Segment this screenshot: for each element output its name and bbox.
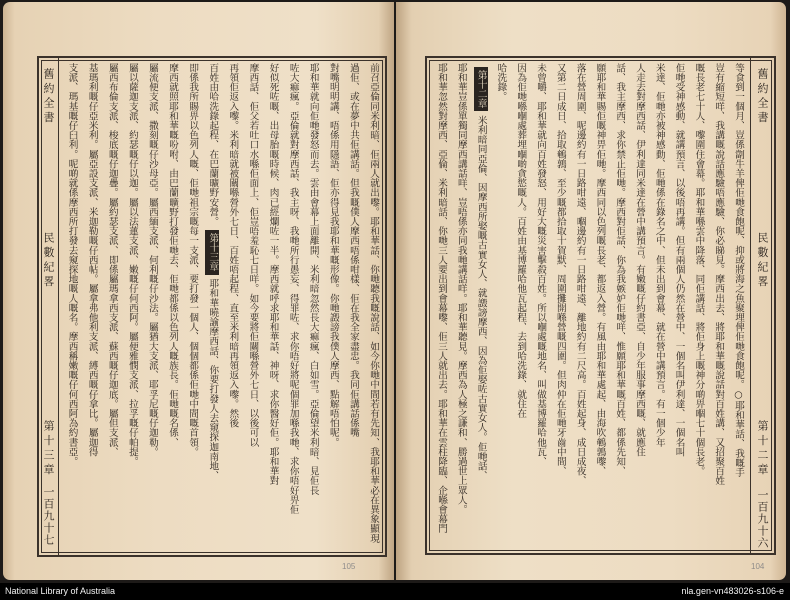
verse-text: 未曾嚼、耶和華就向百姓發怒、用好大嘅災害擊殺百姓。所以嗰處嘅地名、叫做基博羅哈他瓦、	[535, 63, 547, 467]
text-column	[510, 63, 530, 549]
verse-text: 落在營周圍、呢邊約有一日路咁遠、嗰邊約有一日路咁遠、離地約有二尺高。百姓起身、成日成夜、	[574, 63, 586, 486]
verse-text: 對嘴明明講、唔係用隱語、佢亦得見我耶和華嘅形像。你哋譭謗我僕人摩西、點解唔怕呢。	[327, 63, 339, 447]
verse-text: 支派、瑪基嘅仔臼利。呢啲就係摩西所打發去窺探地嘅人嘅名。摩西稱嫩嘅仔何西阿為約書亞。	[66, 63, 78, 467]
text-column	[708, 63, 728, 549]
left-header-separator	[58, 58, 59, 555]
text-column	[451, 63, 471, 549]
verse-text: 耶和華豈係單獨同摩西講話咩、豈唔係亦同我哋講話咩。耶和華聽見。摩西為人極之謙和、勝過世上眾人。	[455, 63, 467, 515]
verse-text: 願耶和華賜佢嘅神畀佢哋。摩西同以色列嘅長老、都返入營。有風由耶和華處起、由海吹鵪鶉嚟、	[594, 63, 606, 476]
text-column	[570, 63, 590, 549]
text-column	[363, 63, 383, 551]
verse-text: 耶和華忽然對摩西、亞倫、米利暗話、你哋三人要出到會幕嚟、佢三人就出去。耶和華在雲柱降臨、企喺會幕門	[436, 63, 448, 534]
text-column	[431, 63, 451, 549]
verse-text: 前召亞倫同米利暗、佢兩人就出嚟。耶和華話、你哋聽我嘅說話、如今你哋中間若有先知、我耶和華必在異象顯現	[368, 63, 379, 543]
left-running-head-title: 民數紀畧	[42, 232, 55, 290]
text-column	[343, 63, 363, 551]
text-column	[182, 63, 202, 551]
verse-text: 好似死咗嘅、出母胎嘅時候、肉已經爛咗一半。摩西就呼求耶和華話、神呀、求你醫好佢。耶和華對	[267, 63, 279, 486]
right-running-head-book: 舊約全書	[756, 68, 769, 126]
verse-text: 又第二日成日、拾取鵪鶉、至少嘅都拾取十賀默、周圍攤開喺營嘅四圍。但肉仲在佢哋牙齒中間、	[554, 63, 566, 476]
verse-text: 再領佢返入嚟。米利暗就被關喺營外七日、百姓唔起程、直至米利暗再領返入嚟。然後	[227, 63, 239, 428]
left-page-number: 一百九十七	[42, 486, 55, 546]
text-column	[530, 63, 550, 549]
verse-text: 即係我所賜畀以色列人嘅、佢哋祖宗嘅每一支派、要打發一個人、個個都係佢哋中間嘅首領。	[187, 63, 199, 457]
text-column	[242, 63, 262, 551]
text-column	[262, 63, 282, 551]
verse-text: 嘅長老七十人、嚟圍住會幕。耶和華喺雲中降落、同佢講話、將佢身上嘅神分啲畀嗰七十個長老。	[693, 63, 705, 476]
text-column	[689, 63, 709, 549]
verse-text: 過佢、或在夢中共佢講話。但我嘅僕人摩西唔係咁樣、佢在我全家盡忠。我同佢講話係嘴	[347, 63, 359, 438]
right-header-separator	[750, 58, 751, 553]
text-column	[162, 63, 182, 551]
verse-text: 百姓由哈洗錄起程、在巴蘭曠野安營。	[207, 63, 219, 227]
text-column	[491, 63, 511, 549]
text-column	[222, 63, 242, 551]
chapter-heading: 第十二章	[474, 67, 488, 111]
right-running-head-title: 民數紀畧	[756, 232, 769, 290]
right-page-text	[431, 63, 748, 549]
text-column	[323, 63, 343, 551]
left-pencil-folio: 105	[342, 562, 356, 571]
right-page-number: 一百九十六	[756, 489, 769, 549]
viewer-footer-bar	[0, 583, 790, 600]
verse-text: 基瑪利嘅仔亞米利。屬亞設支派、米迦勒嘅仔西帖。屬拿弗他利支派、縛西嘅仔拿比。屬迦得	[86, 63, 98, 457]
text-column	[728, 63, 748, 549]
verse-text: 話、我主摩西、求你禁止佢哋。摩西對佢話、你為我嫉妒佢哋咩、惟願耶和華嘅百姓、都係先知、	[614, 63, 626, 476]
left-running-head-book: 舊約全書	[42, 68, 55, 126]
verse-text: 豈有縮短咩、我講嘅說話應驗唔應驗、你必睇見。摩西出去、將耶和華嘅說話對百姓講、又招聚百姓	[713, 63, 725, 486]
verse-text: 摩西就照耶和華嘅吩咐、由巴蘭曠野打發佢哋去、佢哋都係以色列人嘅族長。佢哋嘅名係、	[167, 63, 179, 447]
institution-label: National Library of Australia	[5, 586, 116, 596]
verse-text: 耶和華曉諭摩西話、你要打發人去窺探迦南地、	[207, 278, 219, 481]
item-identifier: nla.gen-vn483026-s106-e	[681, 586, 784, 596]
left-page-text	[61, 63, 383, 551]
text-column	[202, 63, 222, 551]
text-column	[609, 63, 629, 549]
verse-text: 屬西布倫支派、梭底嘅仔迦疊。屬約瑟支派、即係屬瑪拿西支派、蘇西嘅仔迦底。屬但支派、	[106, 63, 118, 457]
verse-text: 等食到一個月、豈係劏牛羊俾佢哋食飽呢、抑或將海之魚聚埋俾佢哋食飽呢。○耶和華話、我嘅手	[733, 63, 744, 478]
text-column	[142, 63, 162, 551]
left-running-head-chapter: 第十三章	[42, 420, 55, 478]
verse-text: 耶和華就向佢哋發怒而去。雲由會幕上面離開、米利暗忽然長大痲瘋、白如雪。亞倫望米利暗、見佢長	[307, 63, 319, 495]
verse-text: 米達、佢哋亦被神感動、佢哋係在錄名之中、但未出到會幕、就在營中講預言。有一個少年	[653, 63, 665, 447]
text-column	[303, 63, 323, 551]
verse-text: 因為佢哋喺嗰處葬埋嗰啲貪慾嘅人。百姓由基博羅哈他瓦起程、去到哈洗錄、就住在	[515, 63, 527, 419]
verse-text: 咗大痲瘋。亞倫就對摩西話、我主呀、我哋所行愚妄、得罪咗、求你唔好將呢個罪加喺我哋、求你唔好畀佢	[287, 63, 299, 515]
verse-text: 摩西話、佢父若吐口水喺佢面上、佢豈唔羞恥七日咩。如今要將佢關喺營外七日、以後可以	[247, 63, 259, 447]
right-running-head-chapter: 第十二章	[756, 420, 769, 478]
verse-text: 哈洗錄。	[495, 63, 507, 102]
verse-text: 米利暗同亞倫、因摩西所娶嘅古實女人、就譭謗摩西、因為佢娶咗古實女人。佢哋話、	[475, 115, 487, 481]
text-column	[122, 63, 142, 551]
verse-text: 屬以薩迦支派、約瑟嘅仔以迦。屬以法蓮支派、嫩嘅仔何西阿。屬便雅憫支派、拉孚嘅仔帕提。	[126, 63, 138, 467]
text-column	[629, 63, 649, 549]
text-column	[283, 63, 303, 551]
text-column	[590, 63, 610, 549]
right-pencil-folio: 104	[751, 562, 765, 571]
chapter-heading: 第十三章	[205, 230, 219, 274]
verse-text: 佢哋受神感動、就講預言、以後唔再講。但有兩個人仍然在營中、一個名叫伊利達、一個名叫	[673, 63, 685, 457]
text-column	[82, 63, 102, 551]
text-column	[102, 63, 122, 551]
verse-text: 屬流便支派、撒刻嘅仔沙母亞。屬西緬支派、何利嘅仔沙法。屬猶大支派、耶孚尼嘅仔迦勒。	[146, 63, 158, 457]
text-column	[649, 63, 669, 549]
text-column	[62, 63, 82, 551]
text-column	[669, 63, 689, 549]
text-column	[550, 63, 570, 549]
text-column	[471, 63, 491, 549]
verse-text: 人走去對摩西話、伊利達同米達在營中講預言。有嫩嘅仔約書亞、自少年服事摩西嘅、就應住	[634, 63, 646, 457]
